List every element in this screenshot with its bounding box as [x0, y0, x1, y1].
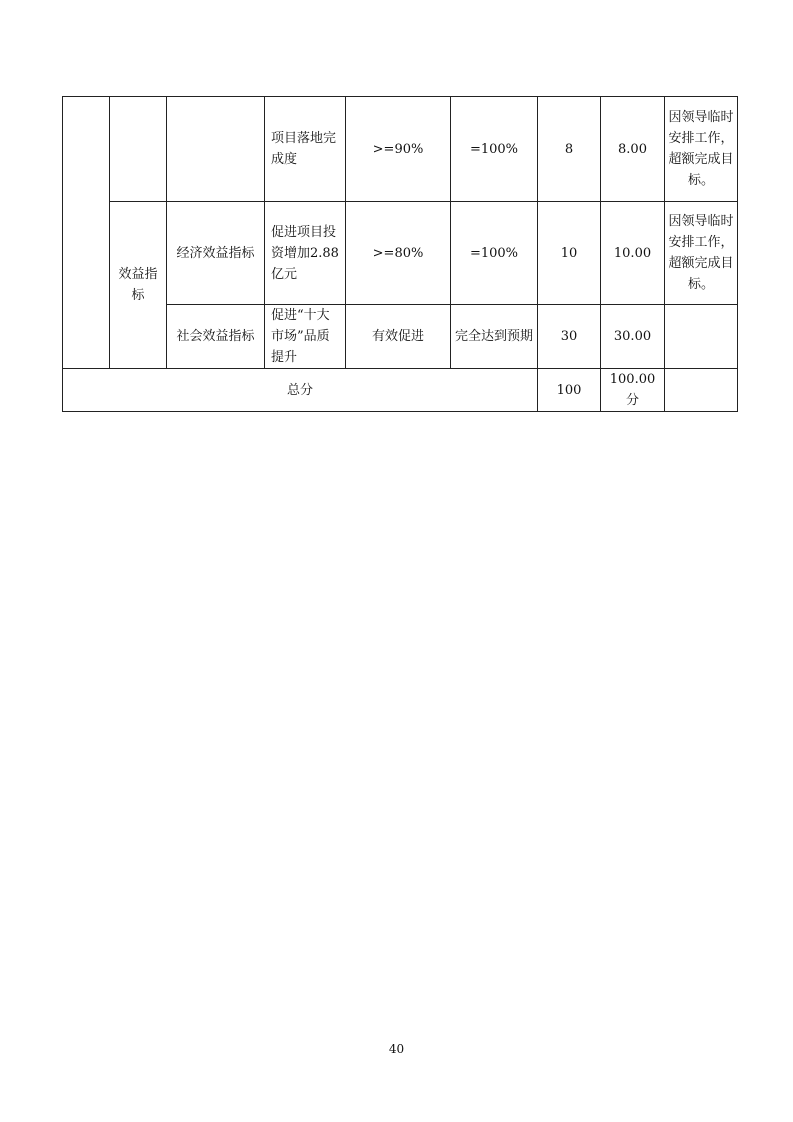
total-score-cell: 100.00分: [601, 369, 665, 412]
indicator-cell: 促进“十大市场”品质提升: [265, 305, 346, 369]
performance-score-table: [62, 96, 738, 412]
note-cell: [665, 305, 738, 369]
subcategory-cell: 经济效益指标: [167, 202, 265, 305]
indicator-cell: 促进项目投资增加2.88亿元: [265, 202, 346, 305]
total-label-cell: 总分: [63, 369, 538, 412]
table-row-completion: [63, 97, 738, 202]
target-value-cell: 有效促进: [346, 305, 451, 369]
weight-cell: 30: [538, 305, 601, 369]
note-cell: 因领导临时安排工作，超额完成目标。: [665, 97, 738, 202]
benefit-category-cell: 效益指标: [110, 202, 167, 369]
page-number: 40: [388, 1042, 405, 1056]
weight-cell: 8: [538, 97, 601, 202]
score-cell: 8.00: [601, 97, 665, 202]
actual-value-cell: =100%: [451, 202, 538, 305]
subcategory-cell: 社会效益指标: [167, 305, 265, 369]
score-cell: 30.00: [601, 305, 665, 369]
weight-cell: 10: [538, 202, 601, 305]
table-row-economic: [63, 202, 738, 305]
note-cell: 因领导临时安排工作，超额完成目标。: [665, 202, 738, 305]
sub-indicator-cell-continued: [167, 97, 265, 202]
subcategory-cell-continued: [110, 97, 167, 202]
total-note-cell: [665, 369, 738, 412]
actual-value-cell: =100%: [451, 97, 538, 202]
actual-value-cell: 完全达到预期: [451, 305, 538, 369]
total-weight-cell: 100: [538, 369, 601, 412]
target-value-cell: >=90%: [346, 97, 451, 202]
score-cell: 10.00: [601, 202, 665, 305]
target-value-cell: >=80%: [346, 202, 451, 305]
indicator-cell: 项目落地完成度: [265, 97, 346, 202]
category-cell-continued: [63, 97, 110, 369]
table-row-total: [63, 369, 738, 412]
